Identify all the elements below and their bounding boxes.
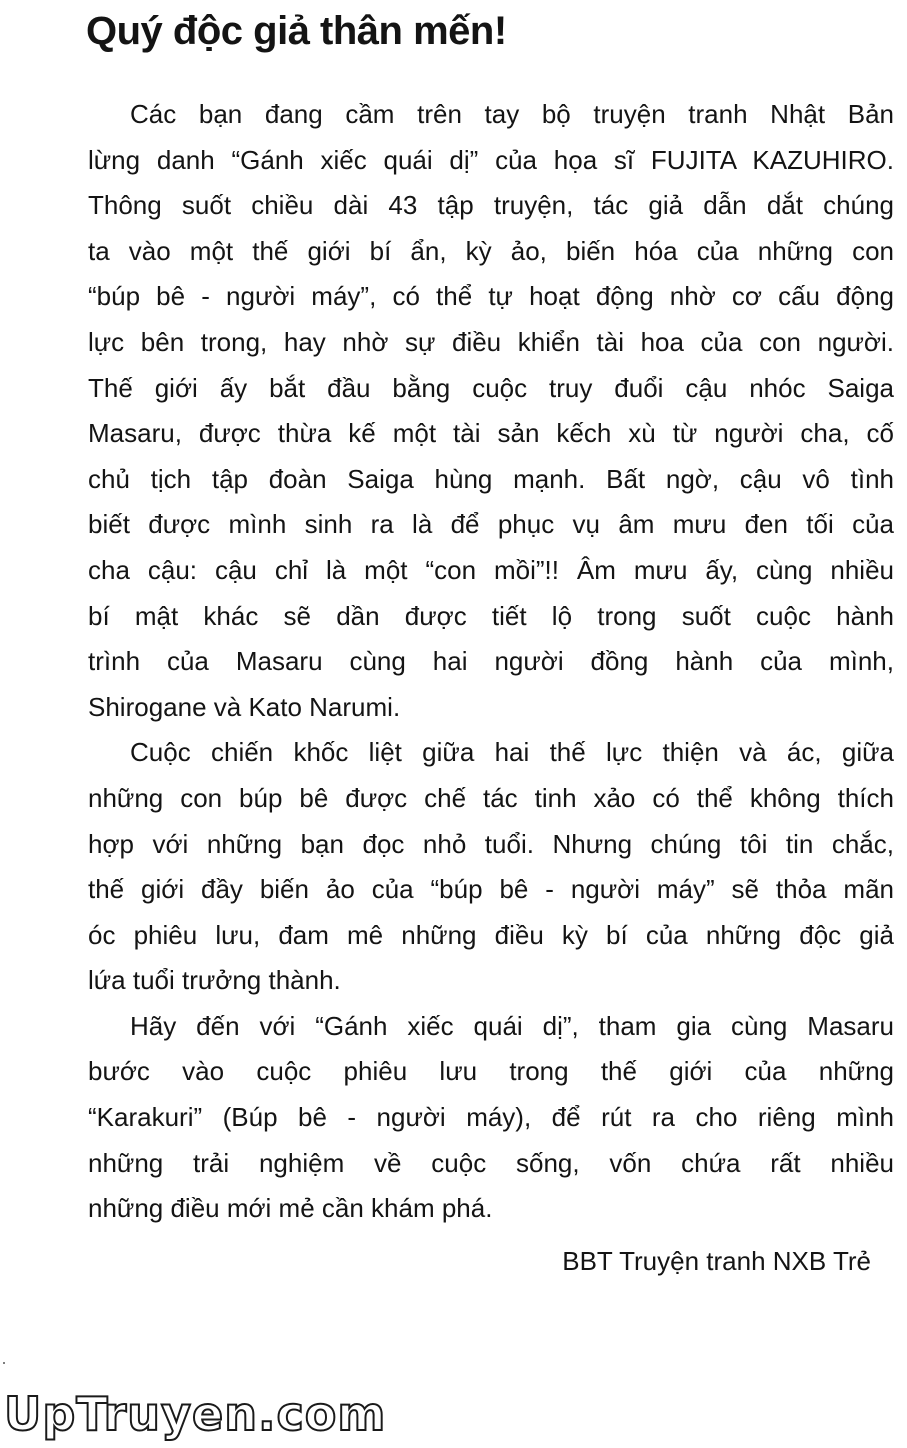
text-line: chủ tịch tập đoàn Saiga hùng mạnh. Bất ngờ, cậu vô tình [88,463,894,494]
text-line: ta vào một thế giới bí ẩn, kỳ ảo, biến hóa của những con [88,235,894,266]
text-line: óc phiêu lưu, đam mê những điều kỳ bí của những độc giả [88,919,894,950]
text-line: những con búp bê được chế tác tinh xảo có thể không thích [88,782,894,813]
text-line: bí mật khác sẽ dần được tiết lộ trong suốt cuộc hành [88,600,894,631]
text-line: cha cậu: cậu chỉ là một “con mồi”!! Âm mưu ấy, cùng nhiều [88,554,894,585]
text-line: “búp bê - người máy”, có thể tự hoạt động nhờ cơ cấu động [88,281,894,312]
text-line: “Karakuri” (Búp bê - người máy), để rút ra cho riêng mình [88,1102,894,1133]
letter-body [88,92,894,1232]
page-title: Quý độc giả thân mến! [86,9,507,53]
text-line: thế giới đầy biến ảo của “búp bê - người máy” sẽ thỏa mãn [88,874,894,905]
text-line: lứa tuổi trưởng thành. [88,965,341,996]
text-line: biết được mình sinh ra là để phục vụ âm mưu đen tối của [88,509,894,540]
signature: BBT Truyện tranh NXB Trẻ [562,1246,871,1276]
text-line: hợp với những bạn đọc nhỏ tuổi. Nhưng chúng tôi tin chắc, [88,828,894,859]
text-line: lực bên trong, hay nhờ sự điều khiển tài hoa của con người. [88,326,894,357]
text-line: Thông suốt chiều dài 43 tập truyện, tác giả dẫn dắt chúng [88,190,894,221]
text-line: Hãy đến với “Gánh xiếc quái dị”, tham gia cùng Masaru [130,1010,894,1041]
text-line: lừng danh “Gánh xiếc quái dị” của họa sĩ FUJITA KAZUHIRO. [88,144,894,175]
text-line: Các bạn đang cầm trên tay bộ truyện tranh Nhật Bản [130,99,894,129]
speck [3,1362,5,1364]
text-line: Shirogane và Kato Narumi. [88,691,401,722]
watermark: UpTruyen.com [4,1387,387,1441]
text-line: Masaru, được thừa kế một tài sản kếch xù từ người cha, cố [88,418,894,449]
text-line: bước vào cuộc phiêu lưu trong thế giới của những [88,1056,894,1087]
text-line: Thế giới ấy bắt đầu bằng cuộc truy đuổi cậu nhóc Saiga [88,372,894,403]
text-line: Cuộc chiến khốc liệt giữa hai thế lực thiện và ác, giữa [130,737,894,768]
text-line: những trải nghiệm về cuộc sống, vốn chứa rất nhiều [88,1147,894,1178]
text-line: trình của Masaru cùng hai người đồng hành của mình, [88,646,894,677]
text-line: những điều mới mẻ cần khám phá. [88,1193,493,1224]
